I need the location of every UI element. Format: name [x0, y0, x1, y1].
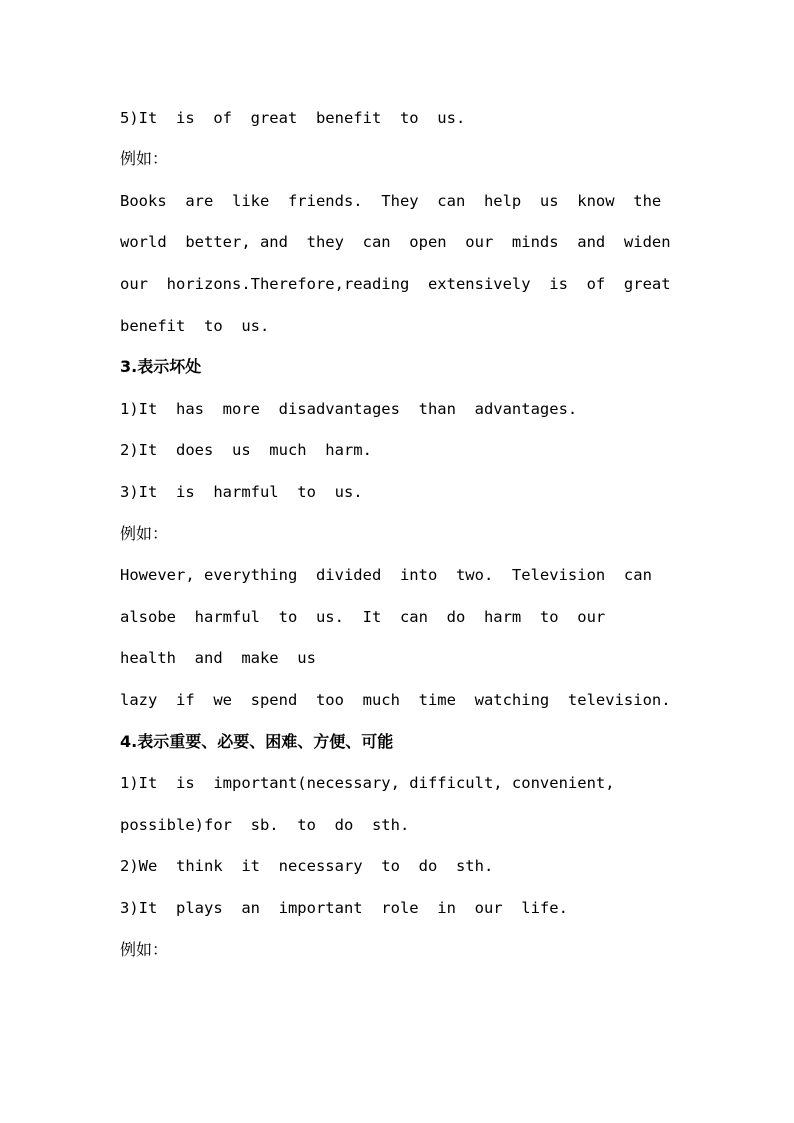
text-line: benefit to us. [120, 317, 270, 335]
text-line: 2)It does us much harm. [120, 441, 372, 459]
text-line: 2)We think it necessary to do sth. [120, 857, 494, 875]
text-line: alsobe harmful to us. It can do harm to our [120, 608, 606, 626]
text-line: 5)It is of great benefit to us. [120, 109, 466, 127]
text-line: 3)It is harmful to us. [120, 483, 363, 501]
text-line: 1)It is important(necessary, difficult, convenient, [120, 774, 615, 792]
text-line: 1)It has more disadvantages than advantages. [120, 400, 578, 418]
example-label: 例如： [120, 524, 169, 543]
text-line: health and make us [120, 649, 316, 667]
text-line: lazy if we spend too much time watching television. [120, 691, 671, 709]
section-heading: 4.表示重要、必要、困难、方便、可能 [120, 732, 394, 751]
text-line: However, everything divided into two. Television can [120, 566, 652, 584]
text-line: Books are like friends. They can help us know the [120, 192, 662, 210]
section-heading: 3.表示坏处 [120, 357, 202, 376]
text-line: 3)It plays an important role in our life. [120, 899, 568, 917]
example-label: 例如： [120, 149, 169, 168]
text-line: world better, and they can open our minds and widen [120, 233, 671, 251]
example-label: 例如： [120, 940, 169, 959]
text-line: our horizons.Therefore,reading extensively is of great [120, 275, 671, 293]
text-line: possible)for sb. to do sth. [120, 816, 410, 834]
